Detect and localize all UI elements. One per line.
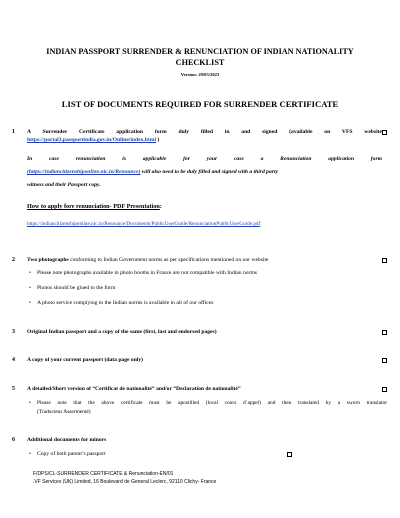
item-1-number: 1 — [12, 129, 15, 135]
item-6-bullet-glyph: • — [29, 451, 31, 457]
item-5-bullet-line1: Please note that the above certificate must be apostilled (local cours d’appel) and then translated by a sworn translator — [37, 400, 387, 406]
item-2-number: 2 — [12, 257, 15, 263]
item-5-checkbox[interactable] — [382, 387, 387, 392]
item-4-checkbox[interactable] — [382, 358, 387, 363]
vfs-portal-link[interactable]: https://portal3.passportindia.gov.in/Online/index.html — [27, 137, 156, 143]
item-2-title-rest: conforming to Indian Government norms as per specifications mentioned on our website — [68, 257, 269, 263]
item-6-number: 6 — [12, 437, 15, 443]
item-5-text: A detailed/Short version of “Certificat de nationalité” and/or “Declaration de nationalité” — [27, 386, 241, 392]
item-1-note-line1: In case renunciation is applicable for your case a Renunciation application form — [27, 156, 382, 162]
footer-address: .VF Services (UK) Limited, 16 Boulevard de General Leclerc, 92110 Clichy- France — [33, 479, 217, 485]
item-2-text — [27, 256, 377, 264]
item-1-checkbox[interactable] — [382, 130, 387, 135]
item-6-checkbox[interactable] — [287, 452, 292, 457]
howto-pdf-link[interactable]: https://indiancitizenshiponline.nic.in/Renounce/Documents/PublicUserGuide/RenunciationPublicUserGuide.pdf — [27, 221, 261, 227]
item-5-bullet-glyph: • — [29, 400, 31, 406]
item-3-number: 3 — [12, 329, 15, 335]
item-1-note-line3: witness and their Passport copy. — [27, 182, 101, 188]
item-4-text: A copy of your current passport (data page only) — [27, 357, 144, 363]
item-1-note-rest: will also need to be duly filled and signed with a third party — [140, 169, 278, 175]
item-1-link-line — [27, 136, 387, 144]
item-2-bullet-2: Photos should be glued to the form — [37, 285, 116, 291]
item-2-bullet-3-glyph: • — [29, 300, 31, 306]
item-3-text: Original Indian passport and a copy of the same (first, last and endorsed pages) — [27, 329, 217, 335]
item-2-bullet-2-glyph: • — [29, 285, 31, 291]
item-2-checkbox[interactable] — [382, 258, 387, 263]
footer-reference: F/DPS/CL-SURRENDER CERTIFICATE & Renunciation-EN/01 — [33, 471, 174, 477]
item-5-number: 5 — [12, 386, 15, 392]
item-2-bullet-3: A photo service complying to the Indian norms is available in all of our offices — [37, 300, 214, 306]
item-1-note-line2 — [27, 168, 387, 176]
item-3-checkbox[interactable] — [382, 330, 387, 335]
version-label: Version: 29/05/2023 — [180, 72, 220, 77]
howto-colon: : — [159, 203, 162, 210]
section-subtitle: LIST OF DOCUMENTS REQUIRED FOR SURRENDER CERTIFICATE — [61, 99, 339, 109]
item-1-text: A Surrender Certificate application form duly filled in and signed (available on VFS website — [27, 129, 382, 135]
item-1-link-suffix: ) — [156, 137, 160, 143]
item-6-title: Additional documents for minors — [27, 437, 107, 443]
item-5-bullet-line2: (Traducteur Assermenté) — [37, 409, 91, 415]
item-2-title-bold: Two photographs — [27, 257, 69, 263]
document-title-line2: CHECKLIST — [175, 58, 225, 67]
item-6-bullet: Copy of both parent’s passport — [37, 451, 106, 457]
document-title-line1: INDIAN PASSPORT SURRENDER & RENUNCIATION OF INDIAN NATIONALITY — [46, 47, 354, 56]
howto-title: How to apply fore renunciation- PDF Presentation — [27, 203, 160, 210]
item-2-bullet-1: Please note photographs available in photo booths in France are not compatible with Indian norms — [37, 270, 257, 276]
item-2-bullet-1-glyph: • — [29, 270, 31, 276]
howto-heading — [27, 203, 162, 211]
item-4-number: 4 — [12, 357, 15, 363]
renounce-link[interactable]: (https://indiancitizenshiponline.nic.in/Renounce) — [27, 169, 141, 175]
